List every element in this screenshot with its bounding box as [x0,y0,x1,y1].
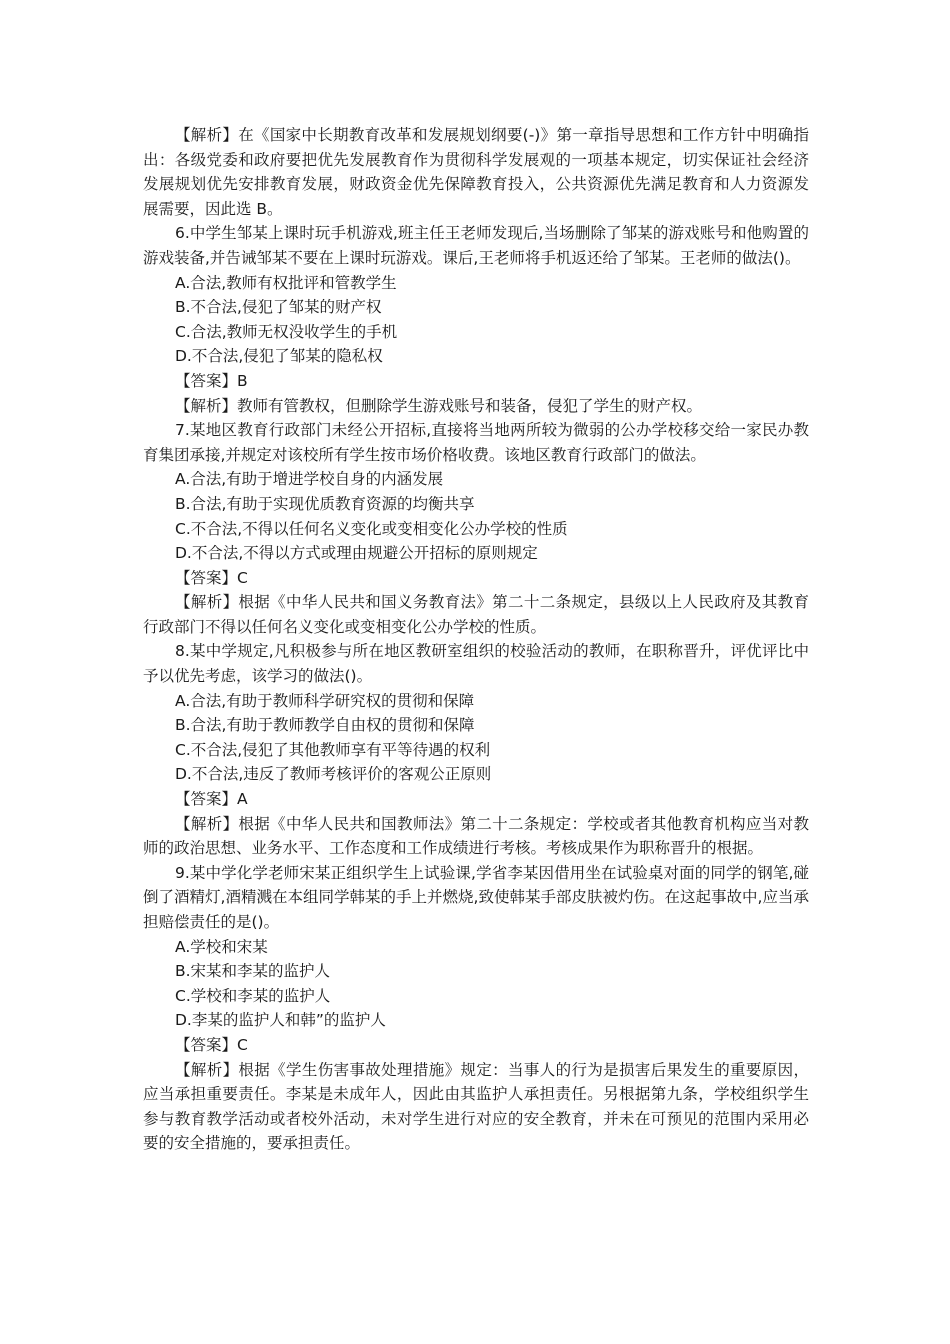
question-7-analysis: 【解析】根据《中华人民共和国义务教育法》第二十二条规定，县级以上人民政府及其教育行政部门不得以任何名义变化或变相变化公办学校的性质。 [143,593,809,636]
question-7-stem: 7.某地区教育行政部门未经公开招标,直接将当地两所较为微弱的公办学校移交给一家民办教育集团承接,并规定对该校所有学生按市场价格收费。该地区教育行政部门的做法。 [143,421,809,464]
question-8-answer: 【答案】A [175,790,248,809]
question-9-option-b: B.宋某和李某的监护人 [175,962,331,981]
question-9-option-a: A.学校和宋某 [175,937,268,956]
question-8-option-b: B.合法,有助于教师教学自由权的贯彻和保障 [175,716,475,735]
question-6-option-c: C.合法,教师无权没收学生的手机 [175,322,398,341]
question-6-option-b: B.不合法,侵犯了邹某的财产权 [175,298,382,317]
question-6-answer: 【答案】B [175,371,248,390]
question-6-analysis: 【解析】教师有管教权，但删除学生游戏账号和装备，侵犯了学生的财产权。 [175,396,703,415]
question-8-option-a: A.合法,有助于教师科学研究权的贯彻和保障 [175,691,475,710]
question-8-stem: 8.某中学规定,凡积极参与所在地区教研室组织的校验活动的教师，在职称晋升，评优评比中予以优先考虑，该学习的做法()。 [143,642,809,686]
question-7-option-c: C.不合法,不得以任何名义变化或变相变化公办学校的性质 [175,519,568,538]
question-7-option-d: D.不合法,不得以方式或理由规避公开招标的原则规定 [175,544,538,563]
question-6-option-d: D.不合法,侵犯了邹某的隐私权 [175,347,383,366]
analysis-paragraph: 【解析】在《国家中长期教育改革和发展规划纲要(-)》第一章指导思想和工作方针中明确指出：各级党委和政府要把优先发展教育作为贯彻科学发展观的一项基本规定，切实保证社会经济发展规划优先安排教育发展，财政资金优先保障教育投入，公共资源优先满足教育和人力资源发展需要，因此选 B。 [143,126,809,218]
question-9-analysis: 【解析】根据《学生伤害事故处理措施》规定：当事人的行为是损害后果发生的重要原因，应当承担重要责任。李某是未成年人，因此由其监护人承担责任。另根据第九条，学校组织学生参与教育教学活动或者校外活动，未对学生进行对应的安全教育，并未在可预见的范围内采用必要的安全措施的，要承担责任。 [143,1060,809,1153]
question-8-analysis: 【解析】根据《中华人民共和国教师法》第二十二条规定：学校或者其他教育机构应当对教师的政治思想、业务水平、工作态度和工作成绩进行考核。考核成果作为职称晋升的根据。 [143,814,809,858]
document-page [143,123,809,1156]
question-6-stem: 6.中学生邹某上课时玩手机游戏,班主任王老师发现后,当场删除了邹某的游戏账号和他购置的游戏装备,并告诫邹某不要在上课时玩游戏。课后,王老师将手机返还给了邹某。王老师的做法()。 [143,224,809,267]
question-7-option-b: B.合法,有助于实现优质教育资源的均衡共享 [175,494,475,513]
question-6-option-a: A.合法,教师有权批评和管教学生 [175,273,397,292]
question-9-answer: 【答案】C [175,1035,248,1054]
question-9-option-d: D.李某的监护人和韩”的监护人 [175,1011,386,1030]
question-8-option-d: D.不合法,违反了教师考核评价的客观公正原则 [175,765,492,784]
question-9-stem: 9.某中学化学老师宋某正组织学生上试验课,学省李某因借用坐在试验桌对面的同学的钢笔,碰倒了酒精灯,酒精溅在本组同学韩某的手上并燃烧,致使韩某手部皮肤被灼伤。在这起事故中,应当承担赔偿责任的是()。 [143,863,809,931]
question-8-option-c: C.不合法,侵犯了其他教师享有平等待遇的权利 [175,740,491,759]
question-7-option-a: A.合法,有助于增进学校自身的内涵发展 [175,470,444,489]
question-7-answer: 【答案】C [175,568,248,587]
question-9-option-c: C.学校和李某的监护人 [175,986,331,1005]
